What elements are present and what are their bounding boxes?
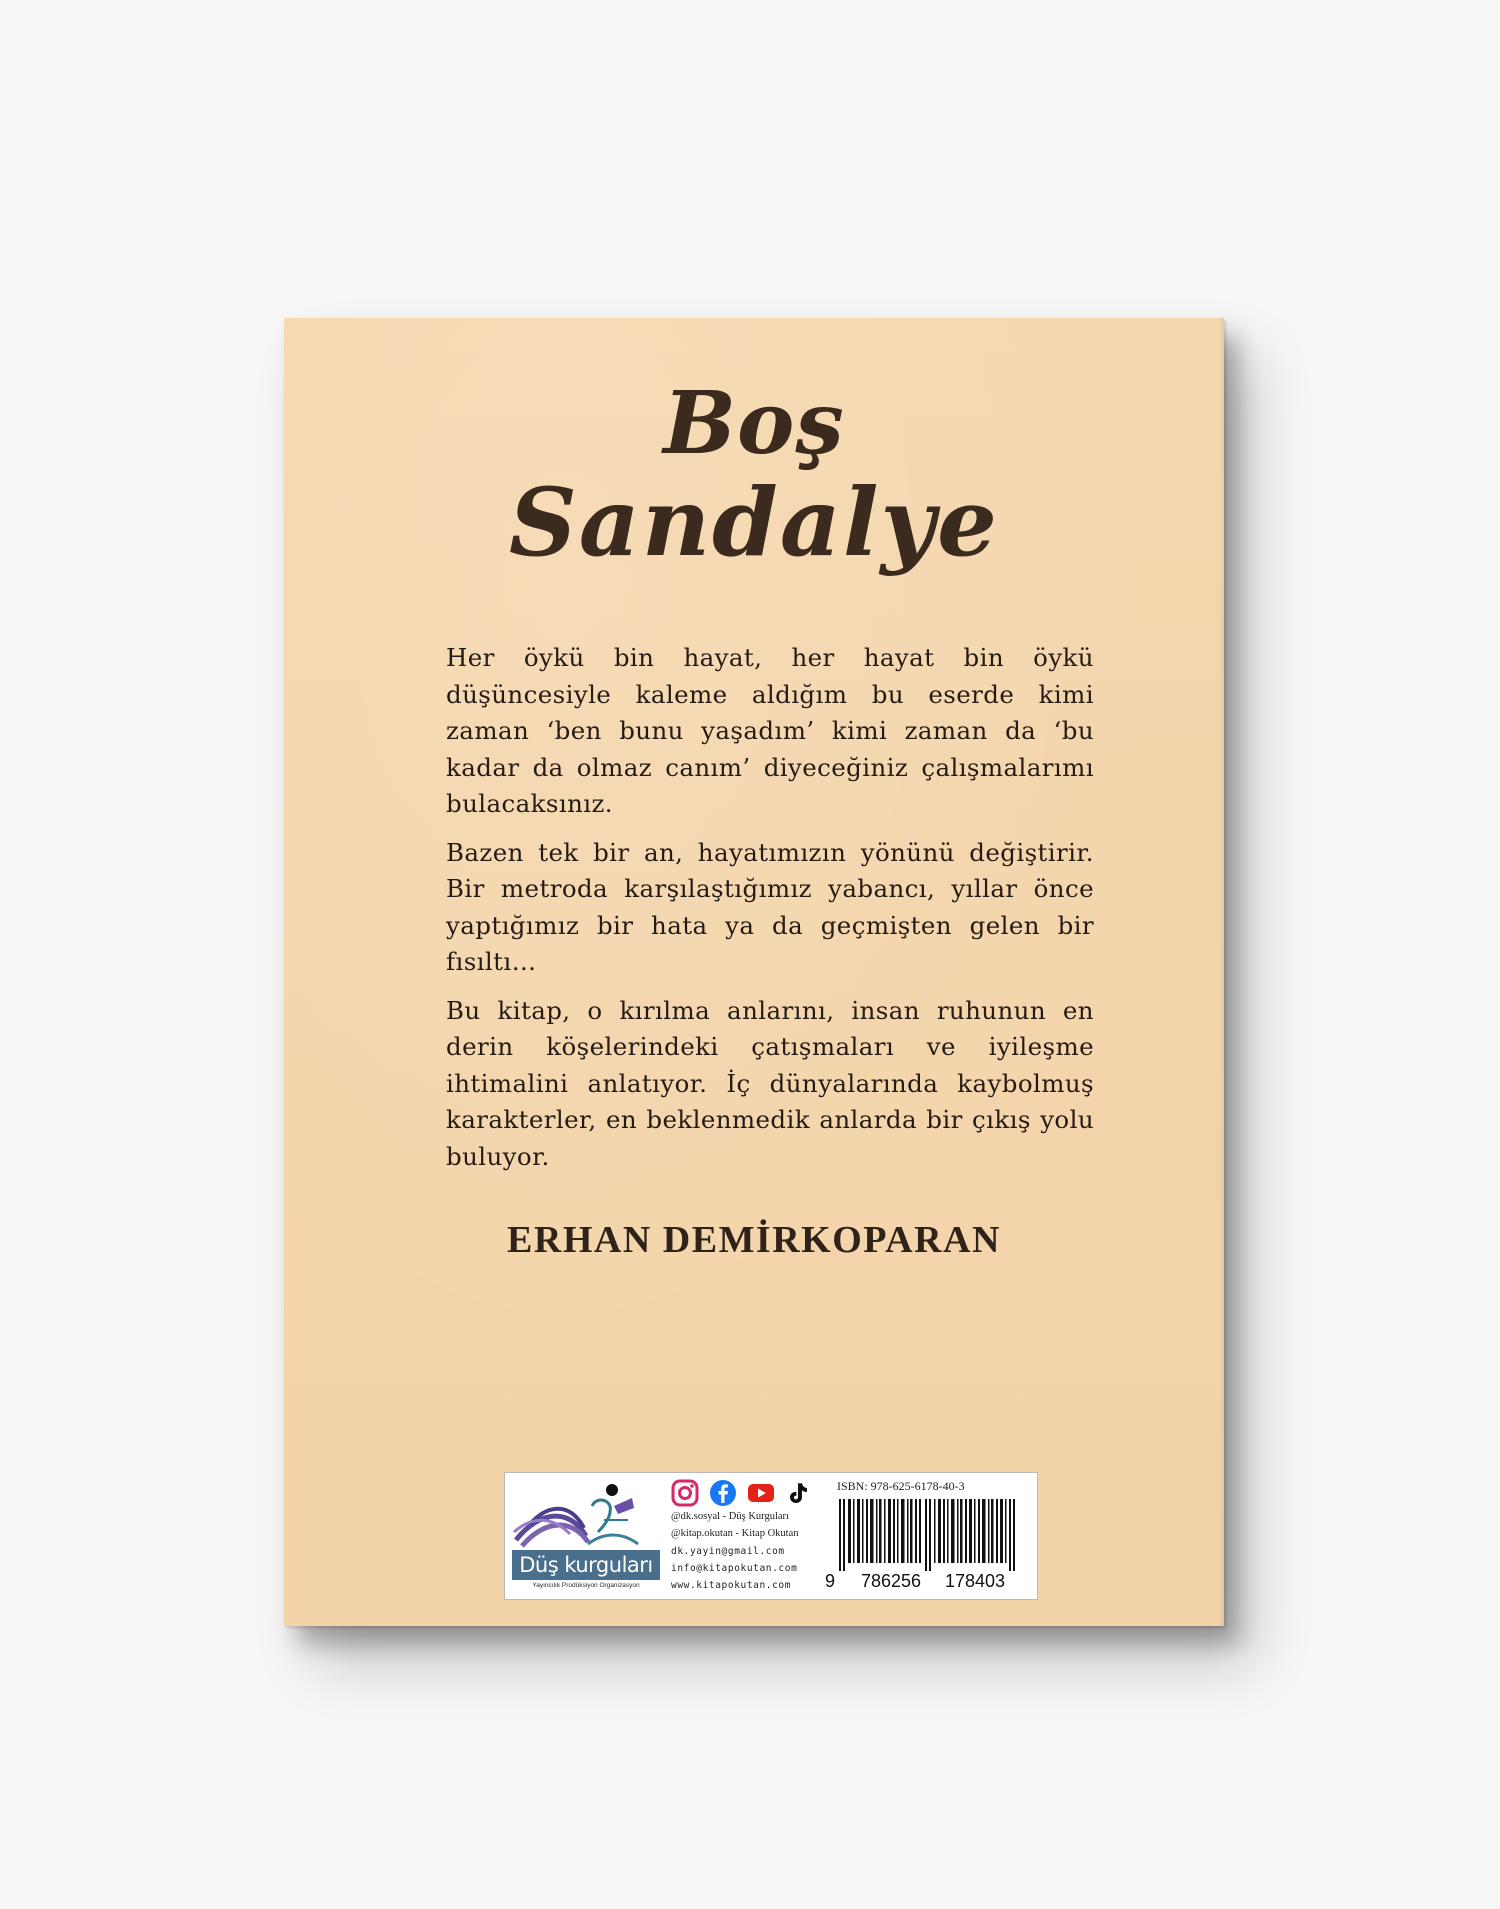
social-handle: @dk.sosyal - Düş Kurguları	[671, 1511, 789, 1522]
publisher-tagline: Yayıncılık Prodüksiyon Organizasyon	[532, 1582, 640, 1589]
social-handle: @kitap.okutan - Kitap Okutan	[671, 1528, 799, 1539]
blurb-paragraph: Bu kitap, o kırılma anlarını, insan ruhunun en derin köşelerindeki çatışmaları ve iyileşme ihtimalini anlatıyor. İç dünyalarında kaybolmuş karakterler, en beklenmedik anlarda bir çıkış yolu buluyor.	[446, 995, 1094, 1171]
barcode-digits-right: 178403	[945, 1571, 1006, 1591]
blurb-paragraph: Bazen tek bir an, hayatımızın yönünü değiştirir. Bir metroda karşılaştığımız yabancı, yıllar önce yaptığımız bir hata ya da geçmişten gelen bir fısıltı…	[446, 837, 1094, 976]
youtube-icon	[747, 1479, 775, 1507]
book-back-cover	[284, 318, 1224, 1626]
blurb-paragraph: Her öykü bin hayat, her hayat bin öykü düşüncesiyle kaleme aldığım bu eserde kimi zaman ‘ben bunu yaşadım’ kimi zaman da ‘bu kadar da olmaz canım’ diyeceğiniz çalışmalarımı bulacaksınız.	[446, 643, 1094, 818]
email-address: info@kitapokutan.com	[671, 1563, 798, 1574]
tiktok-icon	[785, 1479, 813, 1507]
publisher-logo-icon	[508, 1476, 664, 1550]
book-title-line-1: Boş	[663, 373, 845, 474]
publisher-contact	[669, 1477, 821, 1595]
barcode-icon	[831, 1499, 1027, 1571]
website-url: www.kitapokutan.com	[671, 1580, 792, 1591]
barcode-digits-left: 786256	[861, 1571, 922, 1591]
barcode-digit-lead: 9	[825, 1571, 836, 1591]
publisher-barcode-label	[504, 1472, 1038, 1600]
instagram-icon	[671, 1479, 699, 1507]
book-title-line-2: Sandalye	[509, 468, 999, 578]
publisher-logo	[508, 1476, 664, 1594]
facebook-icon	[709, 1479, 737, 1507]
email-address: dk.yayin@gmail.com	[671, 1546, 785, 1557]
isbn-barcode	[825, 1475, 1033, 1595]
isbn-number: ISBN: 978-625-6178-40-3	[837, 1479, 965, 1493]
author-name: ERHAN DEMİRKOPARAN	[507, 1219, 1001, 1261]
publisher-logo-text: Düş kurguları	[512, 1550, 660, 1580]
back-cover-blurb	[446, 640, 1094, 1187]
